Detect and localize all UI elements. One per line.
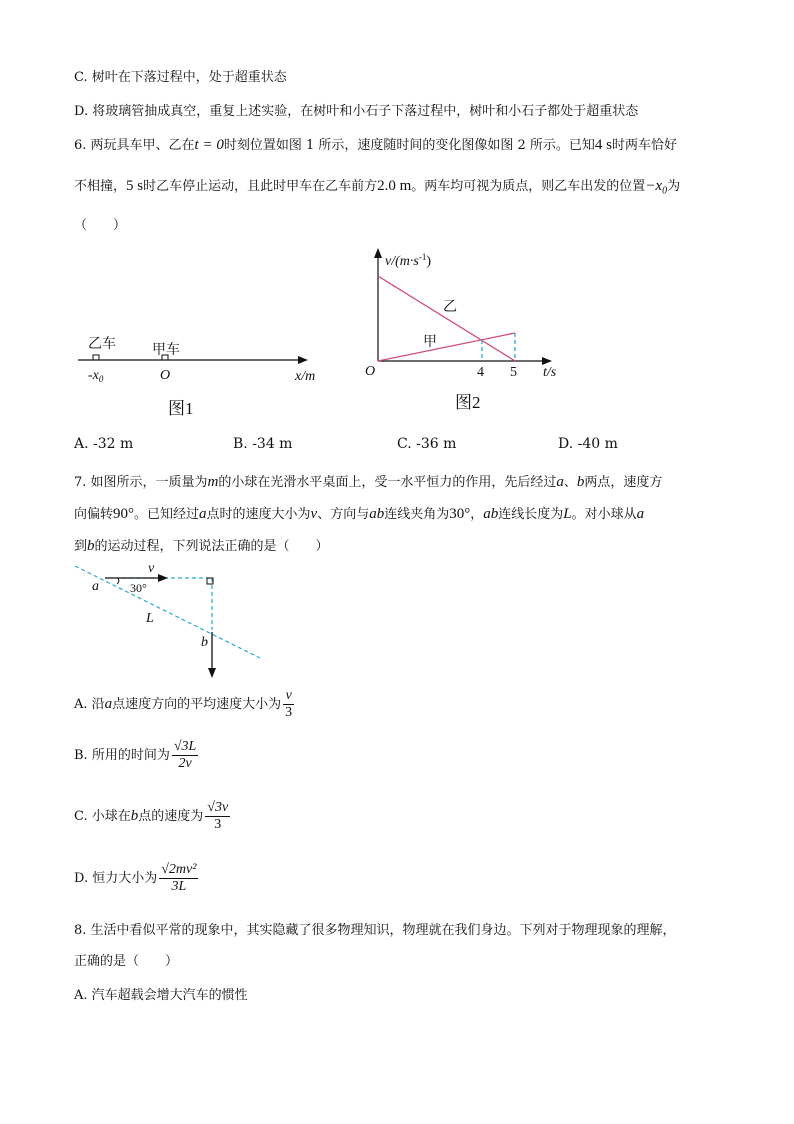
label-L: L [146, 611, 154, 626]
q6-stem-line1 [74, 134, 677, 154]
q6-text: 。两车均可视为质点，则乙车出发的位置 [411, 179, 646, 194]
label-angle: 30° [130, 581, 147, 595]
q7-math-L: L [563, 506, 572, 522]
q7-text: 点时的速度大小为 [206, 507, 311, 522]
x-axis-arrow-icon [542, 357, 552, 365]
q7-text: 。对小球从 [571, 507, 637, 522]
q7-math-a: a [556, 474, 564, 490]
q7-math-b: b [576, 474, 585, 490]
q7-text: B. 所用的时间为 [74, 748, 170, 763]
q6-math-5s: 5 s [126, 178, 144, 194]
fraction-denominator: 3L [171, 879, 187, 894]
q7-math-30: 30° [449, 506, 471, 522]
fraction-numerator: √3v [207, 800, 229, 815]
q7-text: 连线夹角为 [384, 507, 450, 522]
car-yi-marker [93, 355, 99, 360]
q7-text: C. 小球在 [74, 809, 131, 824]
velocity-a-arrowhead-icon [158, 574, 168, 582]
fraction-denominator: 3 [285, 705, 293, 720]
q7-math-90: 90° [113, 506, 135, 522]
q5-option-c: C. 树叶在下落过程中，处于超重状态 [74, 70, 287, 85]
q6-figure-2 [355, 243, 575, 418]
q7-math-v: v [310, 506, 318, 522]
series-yi-line [378, 276, 515, 361]
q6-text: 不相撞， [74, 179, 127, 194]
car-yi-label: 乙车 [88, 336, 116, 352]
q7-math-m: m [207, 474, 219, 490]
q7-text: 连线长度为 [498, 507, 564, 522]
q7-stem-line2 [74, 503, 644, 523]
q7-text: 。已知经过 [134, 507, 200, 522]
q6-text: 为 [667, 179, 681, 194]
figure-2-caption: 图2 [455, 393, 481, 412]
q7-text: 点的速度为 [138, 809, 204, 824]
q6-math-4s: 4 s [594, 137, 613, 153]
q6-math-t: t = 0 [194, 137, 224, 153]
q7-option-d [74, 862, 198, 895]
figure-1-caption: 图1 [168, 399, 194, 418]
origin-label: O [160, 368, 171, 383]
q7-text: 的小球在光滑水平桌面上，受一水平恒力的作用，先后经过 [218, 475, 557, 490]
q6-text: 6. 两玩具车甲、乙在 [74, 138, 195, 153]
q7-math-a: a [636, 506, 645, 522]
q7-option-b [74, 739, 198, 772]
q7-math-ab: ab [483, 506, 499, 522]
q7-option-c [74, 800, 230, 833]
q6-blank: （ ） [74, 218, 127, 233]
q6-option-d: D. -40 m [558, 436, 618, 452]
q7-math-ab: ab [369, 506, 385, 522]
q7-figure [70, 560, 270, 685]
q6-text: 时乙车停止运动，且此时甲车在乙车前方 [143, 179, 378, 194]
fraction-denominator: 2v [178, 756, 192, 771]
q7-text: 两点，速度方 [584, 475, 663, 490]
q7-math-b: b [87, 538, 95, 554]
fraction-numerator: √2mv² [161, 862, 197, 877]
fraction [283, 688, 294, 721]
velocity-b-arrowhead-icon [208, 668, 216, 678]
q6-math-2m: 2.0 m [377, 178, 412, 194]
series-jia-line [378, 333, 515, 361]
series-jia-label: 甲 [423, 334, 437, 350]
q7-option-a [74, 688, 294, 721]
q7-text: ， [470, 507, 484, 522]
fraction-denominator: 3 [214, 817, 222, 832]
q7-math-b: b [130, 808, 139, 824]
car-jia-label: 甲车 [152, 342, 180, 358]
q7-text: 、 [563, 475, 577, 490]
label-b: b [201, 635, 208, 650]
q5-option-d: D. 将玻璃管抽成真空，重复上述实验，在树叶和小石子下落过程中，树叶和小石子都处于超重状态 [74, 104, 639, 119]
q7-text: 到 [74, 539, 88, 554]
q7-text: 点速度方向的平均速度大小为 [112, 697, 282, 712]
q7-text: 7. 如图所示，一质量为 [74, 475, 208, 490]
y-axis-label: $v/(m\cdot s^{-1})$ [385, 252, 431, 269]
label-a: a [92, 579, 99, 594]
q7-stem-line3 [74, 535, 329, 555]
q7-text: 的运动过程，下列说法正确的是（ ） [94, 539, 329, 554]
ab-connection-line [75, 566, 260, 658]
q6-figure-1 [70, 330, 340, 425]
label-v: v [148, 561, 155, 576]
q6-math-x0: −x [645, 178, 663, 194]
q7-math-a: a [199, 506, 207, 522]
tick-5-label: 5 [510, 365, 517, 380]
pos-yi-label: $-x_0$ [88, 368, 104, 384]
q8-stem-line1: 8. 生活中看似平常的现象中，其实隐藏了很多物理知识，物理就在我们身边。下列对于物理现象的理解， [74, 923, 676, 938]
q7-text: D. 恒力大小为 [74, 871, 158, 886]
q7-text: 向偏转 [74, 507, 114, 522]
q6-option-b: B. -34 m [233, 436, 293, 452]
y-axis-arrow-icon [374, 248, 382, 258]
q7-stem-line1 [74, 471, 662, 491]
fraction [172, 739, 198, 772]
q7-math-a: a [104, 696, 113, 712]
origin-label: O [365, 364, 376, 379]
fraction [205, 800, 230, 833]
angle-arc [117, 578, 119, 584]
fraction [159, 862, 198, 895]
x-axis-label: t/s [543, 365, 557, 380]
q6-option-a: A. -32 m [74, 436, 134, 452]
fraction-numerator: √3L [173, 739, 197, 754]
q6-text: 时刻位置如图 1 所示，速度随时间的变化图像如图 2 所示。已知 [223, 138, 595, 153]
fraction-numerator: v [283, 688, 294, 705]
series-yi-label: 乙 [443, 299, 457, 315]
q8-stem-line2: 正确的是（ ） [74, 954, 179, 969]
x-axis-label: x/m [295, 369, 316, 384]
tick-4-label: 4 [477, 365, 484, 380]
q6-option-c: C. -36 m [397, 436, 457, 452]
q7-text: 、方向与 [317, 507, 370, 522]
q7-text: A. 沿 [74, 697, 105, 712]
q8-option-a: A. 汽车超载会增大汽车的惯性 [74, 988, 248, 1003]
q6-stem-line2 [74, 175, 680, 197]
q6-math-x0-sub: 0 [662, 185, 668, 197]
x-axis-arrow-icon [298, 356, 308, 364]
q6-text: 时两车恰好 [612, 138, 678, 153]
